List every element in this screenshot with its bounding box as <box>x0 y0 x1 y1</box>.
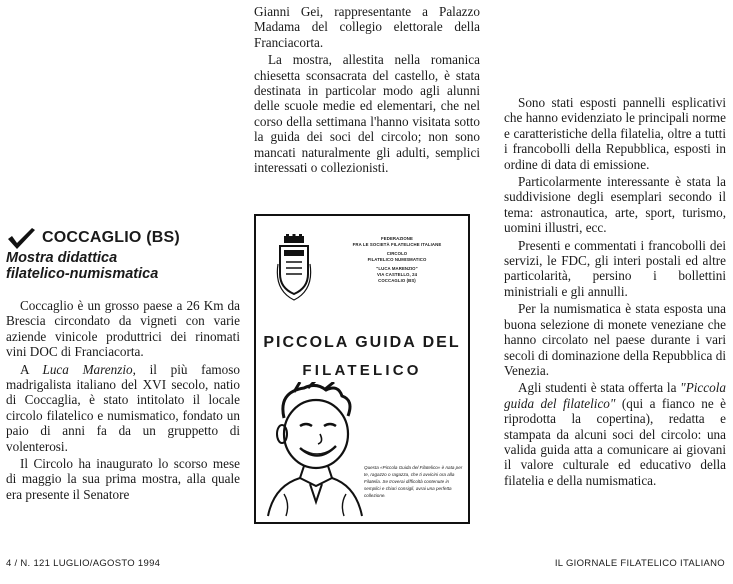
text-run: Agli studenti è stata offerta la <box>518 380 681 396</box>
organization-block <box>334 236 460 284</box>
text-run: , il più famoso madrigalista italiano del XVI secolo, natio di Coccaglia, è stato intitolato il locale circolo filatelico e numismatico, fondato un paio di anni fa da un gruppetto di volenterosi. <box>6 361 240 454</box>
org-line: "LUCA MARENZIO" <box>376 266 418 271</box>
coat-of-arms-icon <box>276 234 312 304</box>
org-line: FILATELICO NUMISMATICO <box>367 257 427 262</box>
section-subtitle: filatelico-numismatica <box>6 266 159 282</box>
org-line: FEDERAZIONE <box>381 236 413 241</box>
boy-illustration-icon <box>264 382 364 518</box>
paragraph: Per la numismatica è stata esposta una buona selezione di monete veneziane che hanno circolato nel paese durante i vari secoli di dominazione della Repubblica di Venezia. <box>504 301 726 378</box>
text-run: A <box>20 361 43 377</box>
left-column <box>6 298 240 502</box>
paragraph: Gianni Gei, rappresentante a Palazzo Madama del collegio elettorale della Franciacorta. <box>254 4 480 50</box>
paragraph: Particolarmente interessante è stata la suddivisione degli esemplari secondo il tema: astronautica, arte, sport, turismo, uomini illustri, ecc. <box>504 174 726 236</box>
checkmark-icon <box>6 226 36 250</box>
paragraph: Coccaglio è un grosso paese a 26 Km da Brescia circondato da vigneti con varie aziende vinicole produttrici dei rinomati vini DOC di Franciacorta. <box>6 298 240 360</box>
section-header <box>6 226 246 282</box>
booklet-title-reference: "Piccola guida del filatelico" <box>504 380 726 411</box>
cover-title: PICCOLA GUIDA DEL <box>263 334 461 351</box>
cover-caption: Questa «Piccola Guida del Filatelico» è nata per te, ragazzo o ragazza, che ti avvicini ora alla Filatelia. Se troverai difficoltà contenute in semplici e chiari consigli, avrai una perfetta collezione. <box>364 465 463 498</box>
section-title: COCCAGLIO (BS) <box>42 229 180 246</box>
right-column <box>504 95 726 488</box>
footer-issue-info: 4 / N. 121 LUGLIO/AGOSTO 1994 <box>6 558 161 569</box>
cover-title: FILATELICO <box>302 362 422 379</box>
booklet-cover-image <box>254 214 470 524</box>
org-line: COCCAGLIO (BS) <box>378 278 416 283</box>
paragraph: La mostra, allestita nella romanica chiesetta sconsacrata del castello, è stata destinata in particolar modo agli alunni delle scuole medie ed elementari, che nel corso della settimana l'hanno visitata sotto la guida dei soci del circolo; non sono mancati naturalmente gli adulti, semplici interessati o collezionisti. <box>254 52 480 176</box>
org-line: FRA LE SOCIETÀ FILATELICHE ITALIANE <box>352 242 442 247</box>
paragraph: Presenti e commentati i francobolli dei servizi, le FDC, gli interi postali ed altre particolarità, persino i bollettini ministriali e gli annulli. <box>504 237 726 299</box>
paragraph <box>6 362 240 454</box>
text-run: (qui a fianco ne è riprodotta la copertina), redatta e stampata da alcuni soci del circolo: una valida guida atta a comunicare ai giovani il valore culturale ed educativo della filatelia e della numismatica. <box>504 395 726 488</box>
section-subtitle: Mostra didattica <box>6 250 118 266</box>
org-line: CIRCOLO <box>386 251 408 256</box>
middle-column <box>254 4 480 175</box>
org-line: VIA CASTELLO, 24 <box>376 272 418 277</box>
footer-publication-name: IL GIORNALE FILATELICO ITALIANO <box>554 558 725 569</box>
person-name: Luca Marenzio <box>42 361 133 377</box>
paragraph: Sono stati esposti pannelli esplicativi che hanno evidenziato le principali norme e caratteristiche della filatelia, oltre a tutti i francobolli della Repubblica, esposti in ordine di data di emissione. <box>504 95 726 172</box>
paragraph: Il Circolo ha inaugurato lo scorso mese di maggio la sua prima mostra, alla quale era presente il Senatore <box>6 456 240 502</box>
paragraph <box>504 380 726 488</box>
